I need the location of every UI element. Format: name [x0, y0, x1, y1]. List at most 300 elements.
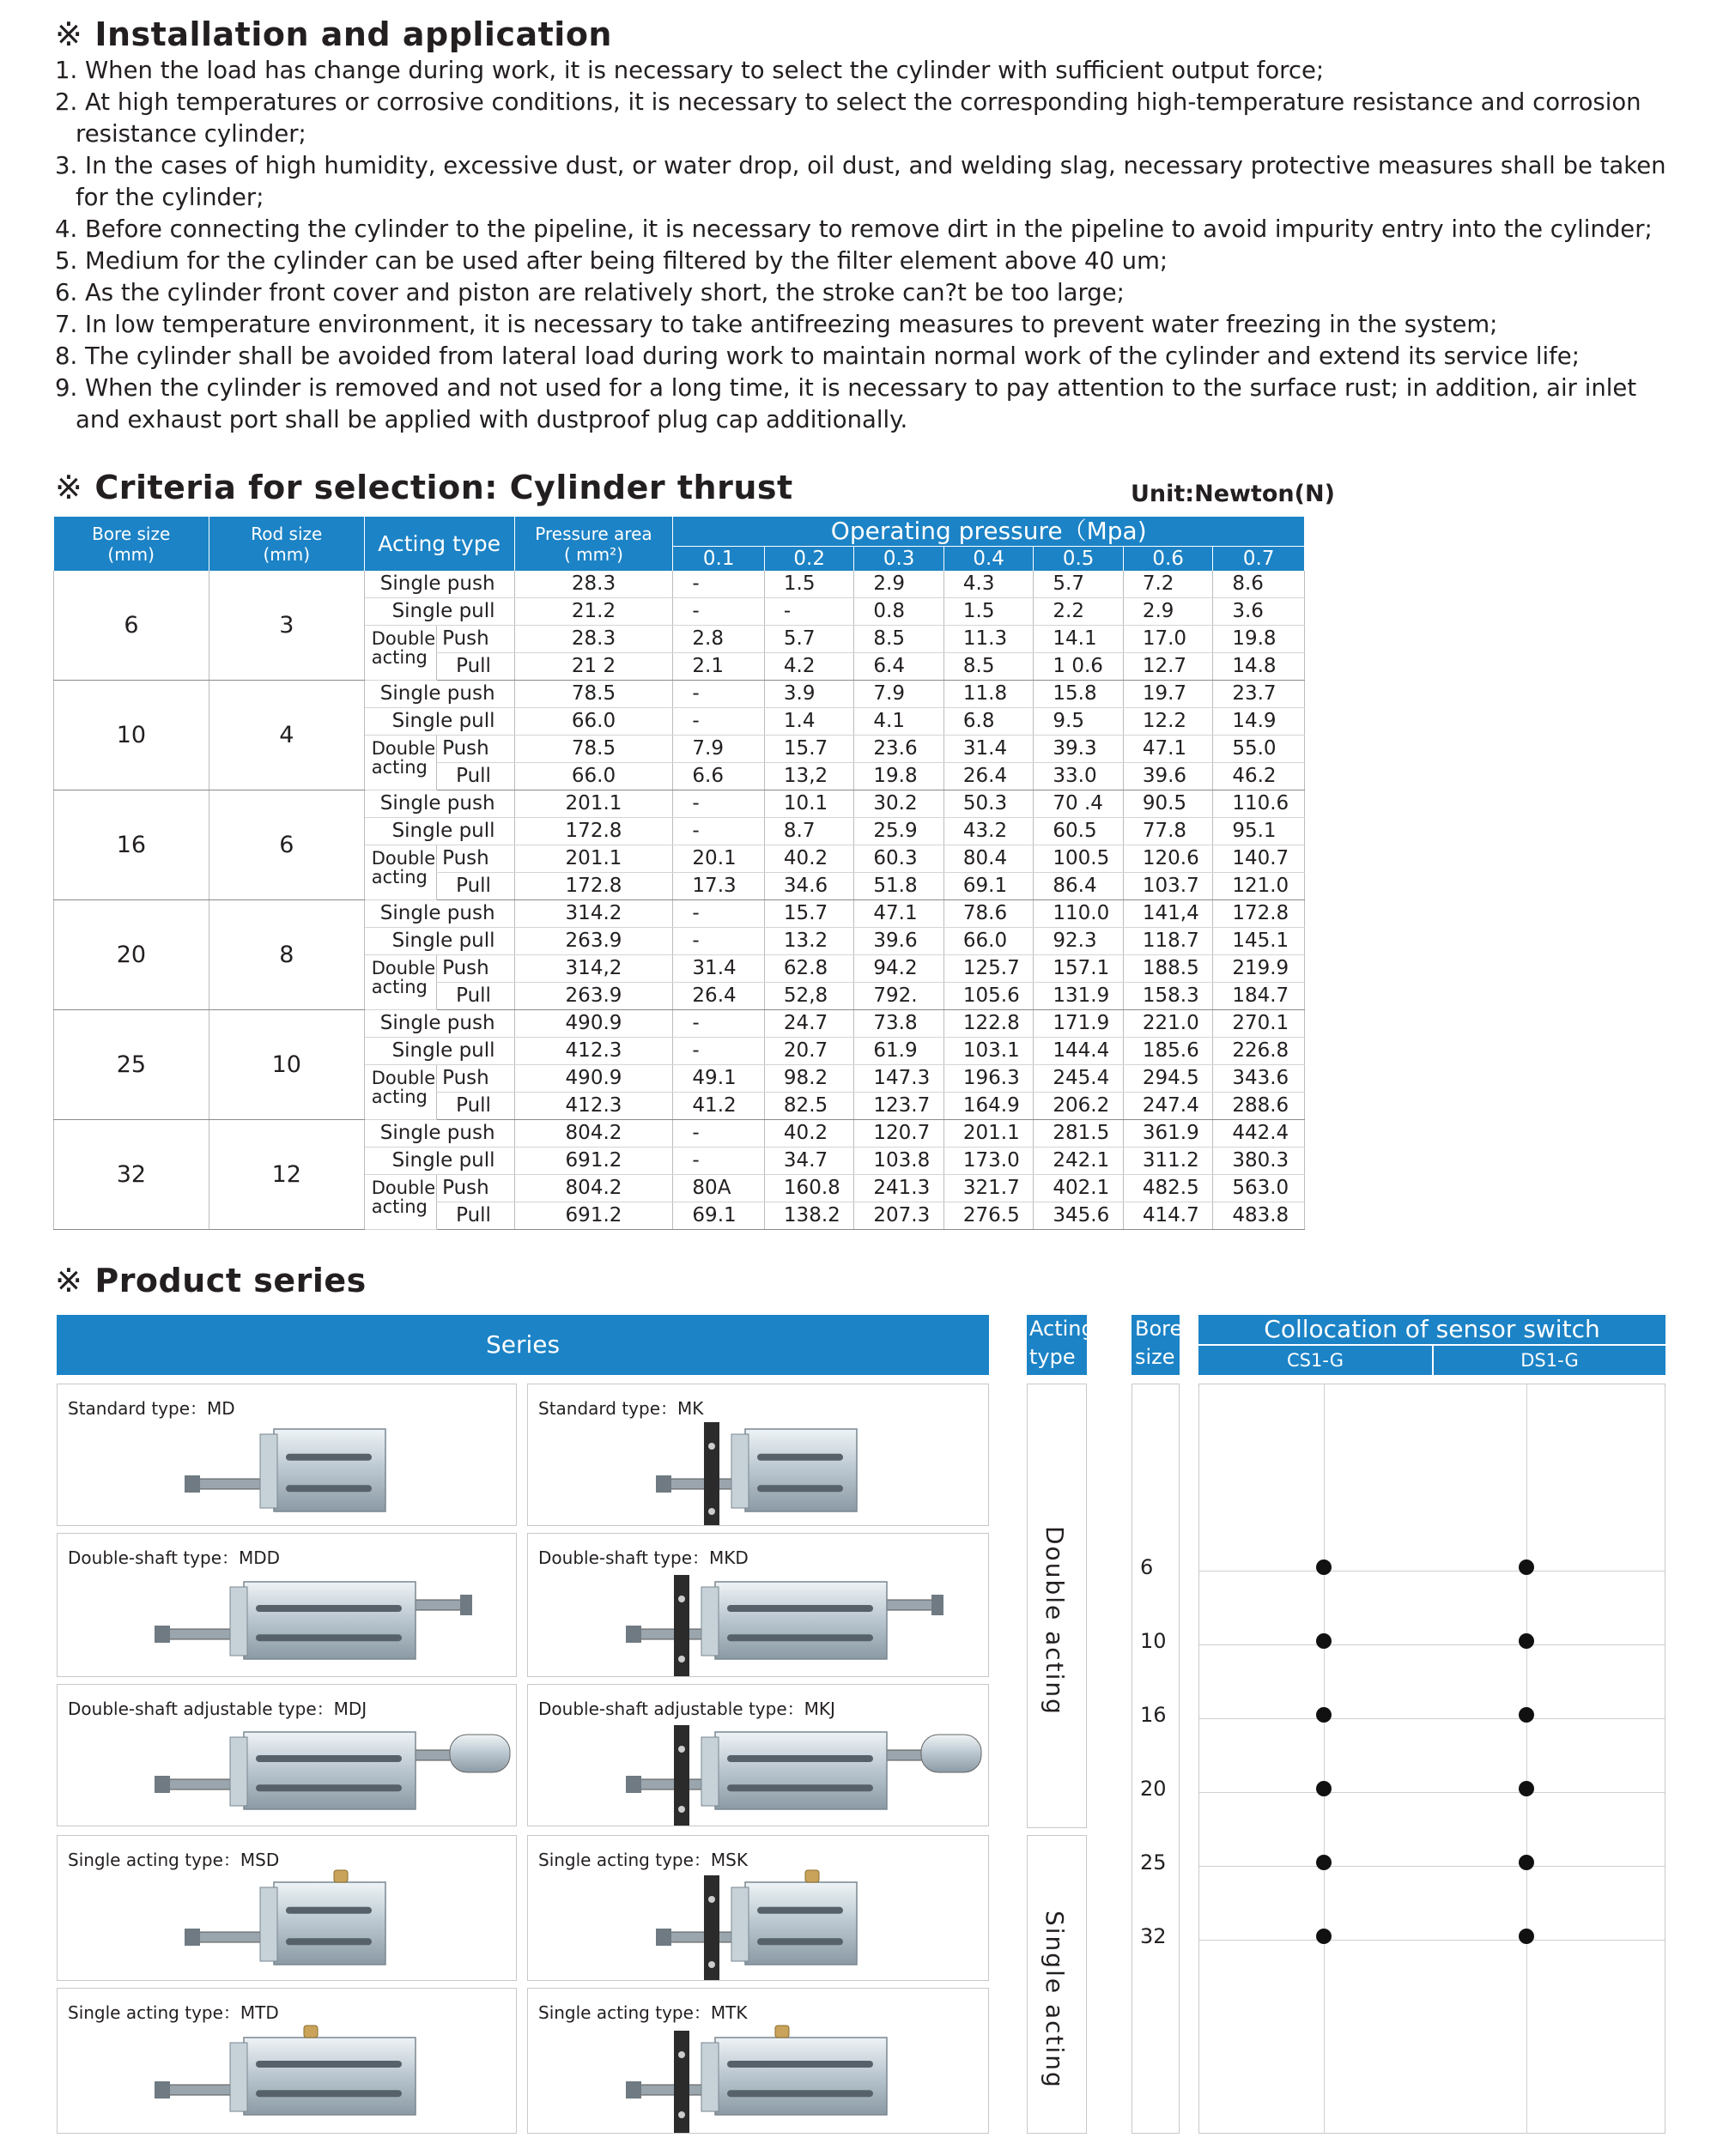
rod-size-cell: 4	[209, 681, 364, 790]
sensor-col-ds1g: DS1-G	[1434, 1346, 1665, 1375]
thrust-value-cell: 69.1	[673, 1202, 765, 1230]
thrust-value-cell: 86.4	[1034, 873, 1123, 900]
thrust-value-cell: 483.8	[1213, 1202, 1305, 1230]
acting-label: acting	[371, 867, 428, 888]
double-label: Double	[371, 1178, 436, 1199]
bore-size-cell: 16	[54, 790, 209, 900]
direction-cell: Push	[437, 1175, 514, 1202]
pressure-area-cell: 172.8	[514, 818, 673, 845]
thrust-value-cell: 46.2	[1213, 763, 1305, 790]
thrust-value-cell: 206.2	[1034, 1093, 1123, 1120]
double-label: Double	[371, 1068, 436, 1089]
thrust-value-cell: 50.3	[943, 790, 1033, 818]
thrust-value-cell: -	[673, 900, 765, 928]
thrust-value-cell: 105.6	[943, 983, 1033, 1010]
thrust-value-cell: 13,2	[764, 763, 853, 790]
thrust-value-cell: 15.8	[1034, 681, 1123, 708]
pressure-area-cell: 263.9	[514, 983, 673, 1010]
thrust-value-cell: 103.1	[943, 1038, 1033, 1065]
pressure-col-header: 0.5	[1034, 547, 1123, 572]
pressure-area-cell: 314,2	[514, 955, 673, 983]
double-label: Double	[371, 848, 436, 869]
thrust-value-cell: 4.1	[854, 708, 943, 736]
thrust-value-cell: 11.3	[943, 626, 1033, 653]
thrust-value-cell: 12.2	[1123, 708, 1212, 736]
series-card-label: Double-shaft adjustable type：MDJ	[68, 1699, 367, 1719]
thrust-value-cell: 8.7	[764, 818, 853, 845]
acting-type-cell: Single push	[364, 1120, 514, 1148]
header-rod-size: Rod size (mm)	[209, 517, 364, 571]
thrust-value-cell: 125.7	[943, 955, 1033, 983]
thrust-value-cell: 792.	[854, 983, 943, 1010]
installation-list	[55, 55, 1686, 436]
thrust-value-cell: 140.7	[1213, 845, 1305, 873]
thrust-value-cell: 138.2	[764, 1202, 853, 1230]
table-row	[54, 790, 1305, 818]
thrust-value-cell: 30.2	[854, 790, 943, 818]
acting-type-cell: Single pull	[364, 1148, 514, 1175]
sensor-available-dot	[1519, 1781, 1534, 1796]
pressure-area-cell: 28.3	[514, 626, 673, 653]
thrust-value-cell: -	[673, 790, 765, 818]
pressure-col-header: 0.6	[1123, 547, 1212, 572]
direction-cell: Pull	[437, 983, 514, 1010]
thrust-value-cell: 173.0	[943, 1148, 1033, 1175]
series-card-label: Single acting type：MSD	[68, 1850, 280, 1870]
thrust-value-cell: 25.9	[854, 818, 943, 845]
thrust-value-cell: 39.3	[1034, 736, 1123, 763]
series-card-label: Single acting type：MTK	[538, 2002, 748, 2023]
series-card-mkj	[527, 1684, 989, 1826]
thrust-value-cell: 207.3	[854, 1202, 943, 1230]
bore-size-value: 6	[1140, 1555, 1154, 1579]
thrust-value-cell: 2.9	[1123, 598, 1212, 626]
sensor-available-dot	[1316, 1559, 1332, 1575]
thrust-value-cell: 221.0	[1123, 1010, 1212, 1038]
direction-cell: Push	[437, 626, 514, 653]
direction-cell: Pull	[437, 653, 514, 681]
direction-cell: Pull	[437, 1093, 514, 1120]
series-card-mtk	[527, 1988, 989, 2134]
installation-item: 4. Before connecting the cylinder to the pipeline, it is necessary to remove dirt in the pipeline to avoid impurity entry into the cylinder;	[55, 215, 1653, 243]
thrust-value-cell: 145.1	[1213, 928, 1305, 955]
pressure-area-cell: 172.8	[514, 873, 673, 900]
direction-cell: Pull	[437, 1202, 514, 1230]
thrust-value-cell: -	[673, 1148, 765, 1175]
thrust-value-cell: 23.6	[854, 736, 943, 763]
header-operating-pressure: Operating pressure（Mpa)	[673, 517, 1305, 547]
acting-type-cell: Single push	[364, 790, 514, 818]
header-bore-size: Bore size (mm)	[54, 517, 209, 571]
acting-label: acting	[371, 977, 428, 998]
thrust-value-cell: 82.5	[764, 1093, 853, 1120]
pressure-area-cell: 490.9	[514, 1010, 673, 1038]
thrust-value-cell: -	[673, 1010, 765, 1038]
thrust-value-cell: 40.2	[764, 845, 853, 873]
thrust-value-cell: 40.2	[764, 1120, 853, 1148]
acting-label: acting	[371, 1196, 428, 1218]
installation-title: ※ Installation and application	[55, 15, 612, 53]
thrust-value-cell: 1 0.6	[1034, 653, 1123, 681]
thrust-value-cell: 2.1	[673, 653, 765, 681]
reference-mark: ※	[55, 469, 83, 506]
thrust-value-cell: 141,4	[1123, 900, 1212, 928]
thrust-value-cell: 66.0	[943, 928, 1033, 955]
thrust-value-cell: 20.7	[764, 1038, 853, 1065]
thrust-value-cell: 188.5	[1123, 955, 1212, 983]
thrust-value-cell: 7.9	[854, 681, 943, 708]
thrust-value-cell: 33.0	[1034, 763, 1123, 790]
thrust-value-cell: 345.6	[1034, 1202, 1123, 1230]
thrust-value-cell: 19.8	[1213, 626, 1305, 653]
bore-size-value: 10	[1140, 1629, 1167, 1653]
thrust-value-cell: 6.4	[854, 653, 943, 681]
double-acting-label	[364, 955, 436, 1010]
header-acting-type: Acting type	[364, 517, 514, 571]
installation-item: 3. In the cases of high humidity, excessive dust, or water drop, oil dust, and welding slag, necessary protective measures shall be taken for the cylinder;	[55, 152, 1666, 211]
pressure-area-cell: 21.2	[514, 598, 673, 626]
thrust-value-cell: -	[673, 598, 765, 626]
series-card-label: Double-shaft type：MKD	[538, 1547, 749, 1568]
double-acting-label	[364, 1175, 436, 1230]
sensor-available-dot	[1316, 1855, 1332, 1870]
thrust-value-cell: 482.5	[1123, 1175, 1212, 1202]
thrust-value-cell: 147.3	[854, 1065, 943, 1093]
thrust-value-cell: 80A	[673, 1175, 765, 1202]
thrust-table	[53, 517, 1305, 1230]
thrust-value-cell: 5.7	[764, 626, 853, 653]
thrust-value-cell: 39.6	[1123, 763, 1212, 790]
thrust-value-cell: 23.7	[1213, 681, 1305, 708]
sensor-header: Collocation of sensor switch	[1198, 1315, 1665, 1344]
thrust-value-cell: 98.2	[764, 1065, 853, 1093]
thrust-value-cell: 245.4	[1034, 1065, 1123, 1093]
sensor-available-dot	[1316, 1633, 1332, 1649]
thrust-value-cell: 51.8	[854, 873, 943, 900]
acting-label: acting	[371, 647, 428, 669]
thrust-value-cell: 60.3	[854, 845, 943, 873]
thrust-value-cell: 19.8	[854, 763, 943, 790]
sensor-available-dot	[1519, 1707, 1534, 1723]
sensor-col-line	[1526, 1384, 1527, 2134]
rod-size-cell: 3	[209, 571, 364, 681]
criteria-title: ※ Criteria for selection: Cylinder thrust	[55, 469, 793, 506]
sensor-row-line	[1198, 1644, 1665, 1645]
thrust-value-cell: 164.9	[943, 1093, 1033, 1120]
thrust-value-cell: 49.1	[673, 1065, 765, 1093]
thrust-value-cell: -	[673, 571, 765, 598]
pressure-col-header: 0.7	[1213, 547, 1305, 572]
thrust-value-cell: 69.1	[943, 873, 1033, 900]
thrust-value-cell: 47.1	[1123, 736, 1212, 763]
pressure-area-cell: 804.2	[514, 1175, 673, 1202]
pressure-area-cell: 263.9	[514, 928, 673, 955]
thrust-value-cell: 4.2	[764, 653, 853, 681]
pressure-area-cell: 314.2	[514, 900, 673, 928]
pressure-area-cell: 21 2	[514, 653, 673, 681]
thrust-value-cell: 171.9	[1034, 1010, 1123, 1038]
table-row	[54, 681, 1305, 708]
thrust-value-cell: 343.6	[1213, 1065, 1305, 1093]
thrust-value-cell: 103.8	[854, 1148, 943, 1175]
thrust-value-cell: 31.4	[943, 736, 1033, 763]
series-card-mk	[527, 1384, 989, 1526]
thrust-value-cell: 24.7	[764, 1010, 853, 1038]
bore-size-value: 16	[1140, 1703, 1167, 1727]
thrust-value-cell: 241.3	[854, 1175, 943, 1202]
pressure-area-cell: 28.3	[514, 571, 673, 598]
thrust-value-cell: 77.8	[1123, 818, 1212, 845]
thrust-value-cell: 226.8	[1213, 1038, 1305, 1065]
sensor-row-line	[1198, 1866, 1665, 1867]
installation-item: 5. Medium for the cylinder can be used after being filtered by the filter element above 40 um;	[55, 247, 1168, 275]
acting-label: acting	[371, 1087, 428, 1108]
bore-size-cell: 25	[54, 1010, 209, 1120]
thrust-value-cell: 55.0	[1213, 736, 1305, 763]
thrust-value-cell: 321.7	[943, 1175, 1033, 1202]
acting-label: acting	[371, 757, 428, 778]
installation-item: 8. The cylinder shall be avoided from lateral load during work to maintain normal work of the cylinder and extend its service life;	[55, 342, 1580, 370]
thrust-value-cell: 34.6	[764, 873, 853, 900]
double-acting-label	[364, 845, 436, 900]
thrust-value-cell: 70 .4	[1034, 790, 1123, 818]
bore-size-header: Bore size	[1132, 1315, 1180, 1375]
thrust-value-cell: 219.9	[1213, 955, 1305, 983]
thrust-value-cell: 9.5	[1034, 708, 1123, 736]
reference-mark: ※	[55, 15, 83, 53]
thrust-value-cell: 15.7	[764, 900, 853, 928]
series-header: Series	[57, 1315, 989, 1375]
installation-item: 6. As the cylinder front cover and piston are relatively short, the stroke can?t be too large;	[55, 279, 1125, 306]
sensor-available-dot	[1519, 1929, 1534, 1944]
table-row	[54, 900, 1305, 928]
thrust-value-cell: 158.3	[1123, 983, 1212, 1010]
pressure-area-cell: 804.2	[514, 1120, 673, 1148]
thrust-value-cell: 10.1	[764, 790, 853, 818]
table-row	[54, 1120, 1305, 1148]
pressure-col-header: 0.2	[764, 547, 853, 572]
pressure-area-cell: 412.3	[514, 1038, 673, 1065]
thrust-value-cell: 26.4	[943, 763, 1033, 790]
acting-type-cell: Single pull	[364, 598, 514, 626]
installation-item: 9. When the cylinder is removed and not used for a long time, it is necessary to pay attention to the surface rust; in addition, air inlet and exhaust port shall be applied with dustproof plug cap additionally.	[55, 374, 1637, 433]
thrust-value-cell: 5.7	[1034, 571, 1123, 598]
series-card-mtd	[57, 1988, 517, 2134]
thrust-value-cell: 1.4	[764, 708, 853, 736]
thrust-value-cell: 2.9	[854, 571, 943, 598]
reference-mark: ※	[55, 1262, 83, 1299]
thrust-value-cell: -	[673, 928, 765, 955]
table-row	[54, 1010, 1305, 1038]
thrust-value-cell: 2.2	[1034, 598, 1123, 626]
series-card-label: Single acting type：MTD	[68, 2002, 279, 2023]
pressure-area-cell: 201.1	[514, 790, 673, 818]
bore-size-value: 25	[1140, 1850, 1167, 1874]
thrust-value-cell: -	[673, 708, 765, 736]
thrust-value-cell: 78.6	[943, 900, 1033, 928]
thrust-value-cell: 47.1	[854, 900, 943, 928]
acting-type-cell: Single pull	[364, 1038, 514, 1065]
double-label: Double	[371, 958, 436, 979]
thrust-value-cell: 7.9	[673, 736, 765, 763]
thrust-value-cell: 6.8	[943, 708, 1033, 736]
thrust-value-cell: 60.5	[1034, 818, 1123, 845]
thrust-value-cell: 7.2	[1123, 571, 1212, 598]
thrust-value-cell: 201.1	[943, 1120, 1033, 1148]
series-card-mdd	[57, 1533, 517, 1677]
thrust-value-cell: 2.8	[673, 626, 765, 653]
bore-size-cell: 6	[54, 571, 209, 681]
acting-type-cell: Single push	[364, 900, 514, 928]
thrust-value-cell: 26.4	[673, 983, 765, 1010]
pressure-col-header: 0.4	[943, 547, 1033, 572]
rod-size-cell: 8	[209, 900, 364, 1010]
bore-size-box	[1132, 1384, 1180, 2134]
double-acting-label	[364, 736, 436, 790]
series-card-label: Standard type：MD	[68, 1398, 235, 1419]
thrust-value-cell: 3.9	[764, 681, 853, 708]
installation-item: 1. When the load has change during work, it is necessary to select the cylinder with sufficient output force;	[55, 57, 1325, 84]
thrust-value-cell: 0.8	[854, 598, 943, 626]
thrust-value-cell: 73.8	[854, 1010, 943, 1038]
thrust-value-cell: 110.0	[1034, 900, 1123, 928]
direction-cell: Push	[437, 736, 514, 763]
thrust-value-cell: 3.6	[1213, 598, 1305, 626]
installation-item: 7. In low temperature environment, it is necessary to take antifreezing measures to prevent water freezing in the system;	[55, 311, 1498, 338]
thrust-value-cell: 8.5	[943, 653, 1033, 681]
pressure-area-cell: 490.9	[514, 1065, 673, 1093]
pressure-area-cell: 78.5	[514, 736, 673, 763]
series-card-mkd	[527, 1533, 989, 1677]
direction-cell: Push	[437, 1065, 514, 1093]
sensor-row-line	[1198, 1718, 1665, 1719]
sensor-row-line	[1198, 1940, 1665, 1941]
thrust-value-cell: 118.7	[1123, 928, 1212, 955]
double-label: Double	[371, 738, 436, 760]
installation-item: 2. At high temperatures or corrosive conditions, it is necessary to select the corresponding high-temperature resistance and corrosion resistance cylinder;	[55, 88, 1641, 148]
thrust-value-cell: 120.7	[854, 1120, 943, 1148]
double-label: Double	[371, 628, 436, 650]
pressure-area-cell: 412.3	[514, 1093, 673, 1120]
thrust-value-cell: 43.2	[943, 818, 1033, 845]
thrust-value-cell: -	[673, 818, 765, 845]
header-pressure-area: Pressure area ( mm²)	[514, 517, 673, 571]
thrust-value-cell: 402.1	[1034, 1175, 1123, 1202]
series-card-mdj	[57, 1684, 517, 1826]
rod-size-cell: 12	[209, 1120, 364, 1230]
acting-type-cell: Single pull	[364, 928, 514, 955]
thrust-value-cell: 120.6	[1123, 845, 1212, 873]
thrust-value-cell: -	[673, 1038, 765, 1065]
acting-label-single: Single acting	[1041, 1911, 1069, 2089]
thrust-value-cell: 276.5	[943, 1202, 1033, 1230]
acting-label-double: Double acting	[1041, 1526, 1069, 1716]
thrust-value-cell: 80.4	[943, 845, 1033, 873]
thrust-value-cell: 242.1	[1034, 1148, 1123, 1175]
series-card-label: Single acting type：MSK	[538, 1850, 748, 1870]
thrust-value-cell: 14.1	[1034, 626, 1123, 653]
thrust-value-cell: 8.6	[1213, 571, 1305, 598]
thrust-value-cell: 12.7	[1123, 653, 1212, 681]
thrust-value-cell: 6.6	[673, 763, 765, 790]
series-card-label: Double-shaft adjustable type：MKJ	[538, 1699, 835, 1719]
thrust-value-cell: 8.5	[854, 626, 943, 653]
direction-cell: Pull	[437, 873, 514, 900]
thrust-value-cell: 442.4	[1213, 1120, 1305, 1148]
thrust-value-cell: 361.9	[1123, 1120, 1212, 1148]
sensor-available-dot	[1519, 1633, 1534, 1649]
sensor-col-line	[1324, 1384, 1325, 2134]
thrust-value-cell: 123.7	[854, 1093, 943, 1120]
pressure-area-cell: 78.5	[514, 681, 673, 708]
thrust-value-cell: 34.7	[764, 1148, 853, 1175]
sensor-col-cs1g: CS1-G	[1198, 1346, 1432, 1375]
thrust-value-cell: 92.3	[1034, 928, 1123, 955]
bore-size-cell: 20	[54, 900, 209, 1010]
pressure-col-header: 0.3	[854, 547, 943, 572]
thrust-value-cell: 61.9	[854, 1038, 943, 1065]
thrust-value-cell: 31.4	[673, 955, 765, 983]
thrust-value-cell: 160.8	[764, 1175, 853, 1202]
thrust-value-cell: 157.1	[1034, 955, 1123, 983]
thrust-value-cell: 122.8	[943, 1010, 1033, 1038]
acting-type-cell: Single push	[364, 571, 514, 598]
pressure-area-cell: 201.1	[514, 845, 673, 873]
thrust-value-cell: 52,8	[764, 983, 853, 1010]
pressure-area-cell: 691.2	[514, 1148, 673, 1175]
thrust-value-cell: 1.5	[943, 598, 1033, 626]
thrust-value-cell: 196.3	[943, 1065, 1033, 1093]
bore-size-value: 32	[1140, 1924, 1167, 1948]
table-row	[54, 571, 1305, 598]
thrust-value-cell: -	[673, 681, 765, 708]
acting-type-header: Acting type	[1027, 1315, 1087, 1375]
direction-cell: Pull	[437, 763, 514, 790]
thrust-value-cell: 11.8	[943, 681, 1033, 708]
thrust-value-cell: 563.0	[1213, 1175, 1305, 1202]
thrust-value-cell: 95.1	[1213, 818, 1305, 845]
sensor-available-dot	[1316, 1929, 1332, 1944]
thrust-value-cell: 414.7	[1123, 1202, 1212, 1230]
thrust-value-cell: 172.8	[1213, 900, 1305, 928]
bore-size-cell: 32	[54, 1120, 209, 1230]
acting-type-cell: Single pull	[364, 818, 514, 845]
sensor-row-line	[1198, 1571, 1665, 1572]
thrust-value-cell: 17.3	[673, 873, 765, 900]
series-card-label: Double-shaft type：MDD	[68, 1547, 281, 1568]
thrust-value-cell: 288.6	[1213, 1093, 1305, 1120]
thrust-value-cell: 247.4	[1123, 1093, 1212, 1120]
sensor-available-dot	[1316, 1781, 1332, 1796]
thrust-value-cell: 1.5	[764, 571, 853, 598]
rod-size-cell: 10	[209, 1010, 364, 1120]
sensor-available-dot	[1316, 1707, 1332, 1723]
sensor-available-dot	[1519, 1559, 1534, 1575]
thrust-value-cell: 41.2	[673, 1093, 765, 1120]
thrust-value-cell: 4.3	[943, 571, 1033, 598]
pressure-col-header: 0.1	[673, 547, 765, 572]
thrust-value-cell: 20.1	[673, 845, 765, 873]
thrust-value-cell: 270.1	[1213, 1010, 1305, 1038]
bore-size-value: 20	[1140, 1777, 1167, 1801]
thrust-value-cell: 121.0	[1213, 873, 1305, 900]
unit-label: Unit:Newton(N)	[1131, 481, 1335, 507]
thrust-value-cell: 15.7	[764, 736, 853, 763]
acting-type-cell: Single push	[364, 681, 514, 708]
acting-type-cell: Single pull	[364, 708, 514, 736]
thrust-value-cell: 14.9	[1213, 708, 1305, 736]
thrust-value-cell: 14.8	[1213, 653, 1305, 681]
